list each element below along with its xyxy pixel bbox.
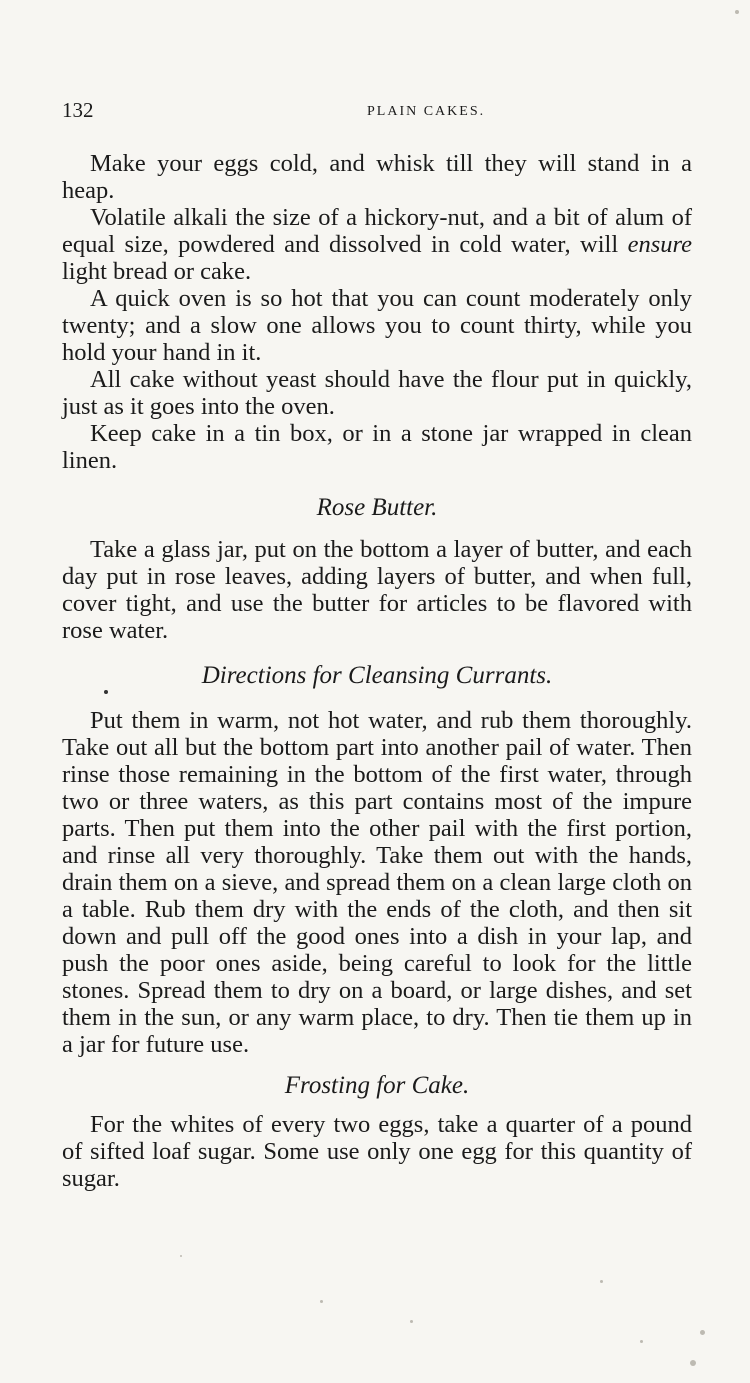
paper-speck [600, 1280, 603, 1283]
paper-speck [410, 1320, 413, 1323]
page-body [62, 150, 692, 1192]
frosting-paragraph: For the whites of every two eggs, take a quarter of a pound of sifted loaf sugar. Some use only one egg for this quantity of sugar. [62, 1111, 692, 1192]
paper-speck [104, 690, 108, 694]
frosting-heading: Frosting for Cake. [284, 1072, 470, 1099]
currants-heading: Directions for Cleansing Currants. [201, 662, 553, 689]
rose-butter-paragraph: Take a glass jar, put on the bottom a layer of butter, and each day put in rose leaves, adding layers of butter, and when full, cover tight, and use the butter for articles to be flavored with rose water. [62, 536, 692, 644]
page-header [62, 98, 692, 128]
page-number: 132 [62, 98, 94, 122]
paper-speck [700, 1330, 705, 1335]
rose-butter-heading: Rose Butter. [316, 494, 438, 521]
paper-speck [640, 1340, 643, 1343]
paper-speck [180, 1255, 182, 1257]
tip-eggs-paragraph: Make your eggs cold, and whisk till they will stand in a heap. [62, 150, 692, 204]
paper-speck [690, 1360, 696, 1366]
tip-yeast-paragraph: All cake without yeast should have the flour put in quickly, just as it goes into the oven. [62, 366, 692, 420]
currants-paragraph: Put them in warm, not hot water, and rub them thoroughly. Take out all but the bottom part into another pail of water. Then rinse those remaining in the bottom of the first water, through two or three waters, as this part contains most of the impure parts. Then put them into the other pail with the first portion, and rinse all very thoroughly. Take them out with the hands, drain them on a sieve, and spread them on a clean large cloth on a table. Rub them dry with the ends of the cloth, and then sit down and pull off the good ones into a dish in your lap, and push the poor ones aside, being careful to look for the little stones. Spread them to dry on a board, or large dishes, and set them in the sun, or any warm place, to dry. Then tie them up in a jar for future use. [62, 707, 692, 1058]
tip-oven-paragraph: A quick oven is so hot that you can count moderately only twenty; and a slow one allows you to count thirty, while you hold your hand in it. [62, 285, 692, 366]
tip-alkali-text-end: light bread or cake. [62, 258, 252, 285]
paper-speck [735, 10, 739, 14]
paper-speck [320, 1300, 323, 1303]
tip-alkali-paragraph [62, 204, 692, 285]
tip-alkali-emphasis: ensure [627, 231, 692, 258]
tip-alkali-text-start: Volatile alkali the size of a hickory-nut, and a bit of alum of equal size, powdered and dissolved in cold water, will [62, 204, 692, 258]
tip-storage-paragraph: Keep cake in a tin box, or in a stone jar wrapped in clean linen. [62, 420, 692, 474]
running-head: PLAIN CAKES. [367, 104, 486, 119]
